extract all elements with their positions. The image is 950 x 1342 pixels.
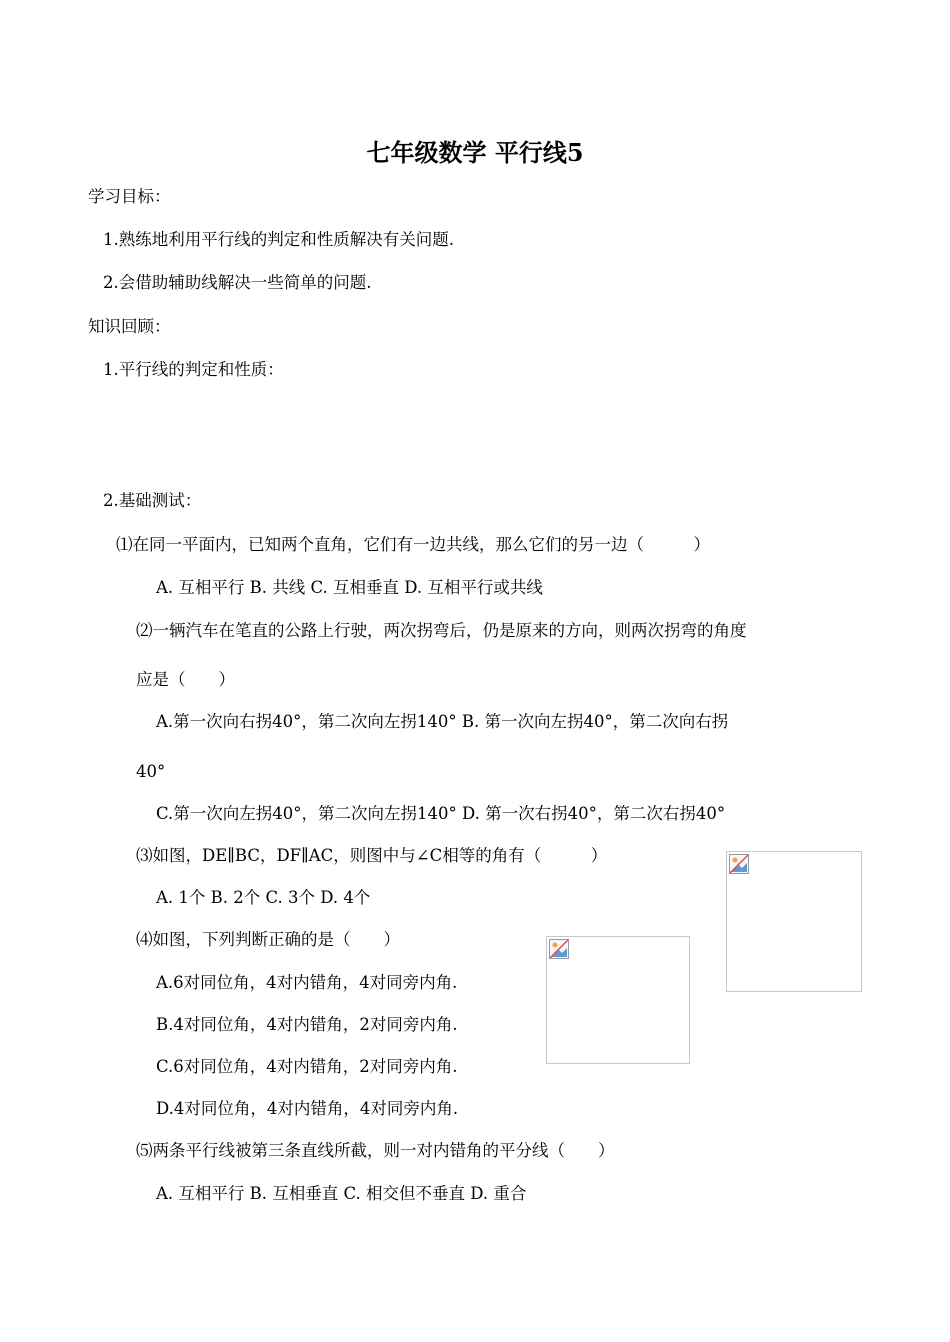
q4-stem: ⑷如图，下列判断正确的是（ ）	[136, 930, 400, 949]
q2-stem-line1: ⑵一辆汽车在笔直的公路上行驶，两次拐弯后，仍是原来的方向，则两次拐弯的角度	[136, 621, 747, 640]
q4-option-d: D.4对同位角，4对内错角，4对同旁内角.	[156, 1099, 459, 1118]
q3-options: A. 1个 B. 2个 C. 3个 D. 4个	[156, 888, 371, 907]
q4-figure-placeholder	[546, 936, 690, 1064]
q5-stem: ⑸两条平行线被第三条直线所截，则一对内错角的平分线（ ）	[136, 1141, 615, 1160]
q2-stem-line2: 应是（ ）	[136, 670, 235, 689]
q4-option-c: C.6对同位角，4对内错角，2对同旁内角.	[156, 1057, 458, 1076]
q4-option-b: B.4对同位角，4对内错角，2对同旁内角.	[156, 1015, 458, 1034]
broken-image-icon	[729, 854, 749, 874]
q1-stem: ⑴在同一平面内，已知两个直角，它们有一边共线，那么它们的另一边（ ）	[116, 535, 710, 554]
q5-options: A. 互相平行 B. 互相垂直 C. 相交但不垂直 D. 重合	[156, 1184, 527, 1203]
objective-2: 2.会借助辅助线解决一些简单的问题.	[103, 273, 372, 292]
objectives-heading: 学习目标：	[88, 187, 171, 206]
objective-1: 1.熟练地利用平行线的判定和性质解决有关问题.	[103, 230, 454, 249]
q2-option-ab-line1: A.第一次向右拐40°，第二次向左拐140° B. 第一次向左拐40°，第二次向右拐	[156, 712, 729, 731]
q3-figure-placeholder	[726, 851, 862, 992]
q1-options: A. 互相平行 B. 共线 C. 互相垂直 D. 互相平行或共线	[156, 578, 543, 597]
broken-image-icon	[549, 939, 569, 959]
review-item-1: 1.平行线的判定和性质：	[103, 360, 284, 379]
document-title: 七年级数学 平行线5	[366, 138, 584, 167]
review-heading: 知识回顾：	[88, 317, 171, 336]
review-item-2: 2.基础测试：	[103, 491, 202, 510]
q2-option-ab-line2: 40°	[136, 762, 166, 781]
q4-option-a: A.6对同位角，4对内错角，4对同旁内角.	[156, 973, 458, 992]
q3-stem: ⑶如图，DE∥BC，DF∥AC，则图中与∠C相等的角有（ ）	[136, 846, 608, 865]
q2-option-cd: C.第一次向左拐40°，第二次向左拐140° D. 第一次右拐40°，第二次右拐40°	[156, 804, 726, 823]
